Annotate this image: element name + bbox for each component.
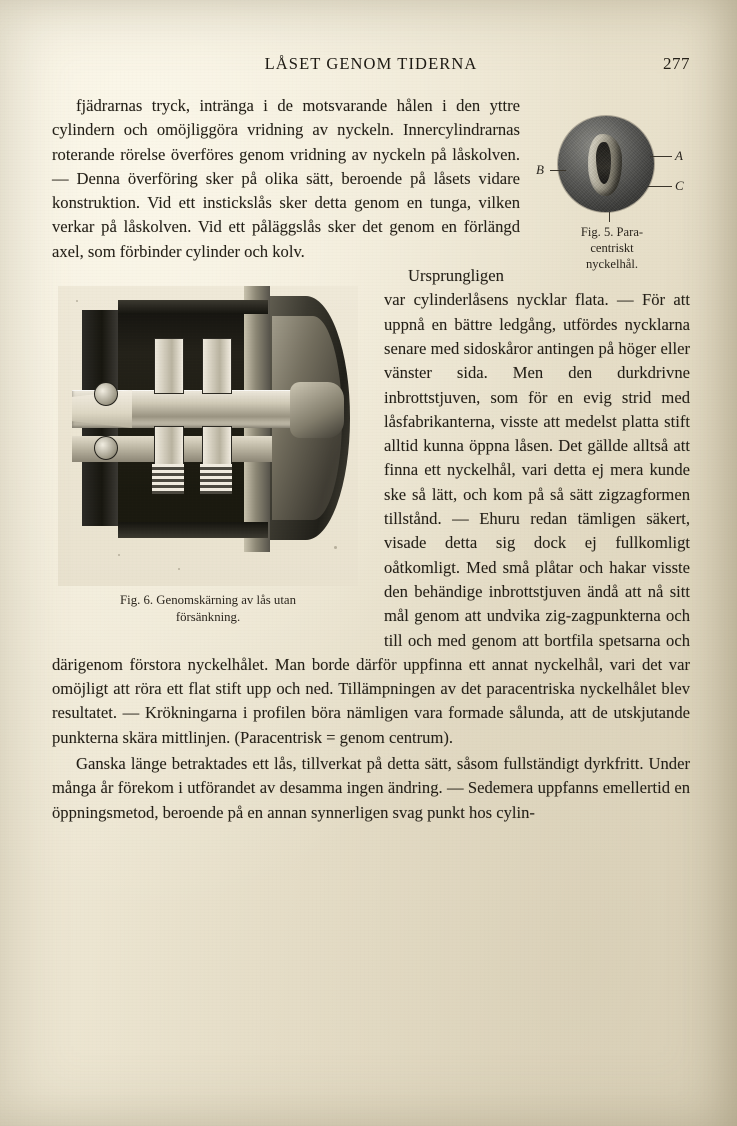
paracentric-keyhole-photo [558, 116, 654, 212]
running-head [52, 54, 690, 80]
lock-cross-section-engraving [58, 286, 358, 586]
figure-5-label-c: C [675, 178, 684, 193]
lock-bottom-cap [118, 522, 268, 538]
paragraph-2: Ursprungligen var cylinderlåsens nycklar flata. — För att uppnå en bättre ledgång, utfördes nycklarna senare med sidoskåror antingen på höger eller vänster sida. Men den durkdrivne inbrottstjuven, som för en evig strid med låsfabrikanterna, visste att medelst platta stift alltid kunna öppna låsen. Det gällde alltså att finna ett nyckelhål, vari detta ej mera kunde ske så lätt, och kom på så sätt zigzagformen tillstånd. — Ehuru redan tämligen säkert, visade detta sig dock ej fullkomligt oåtkomligt. Med små plåtar och hakar visste den behändige inbrottstjuven ändå att nå sitt mål genom att undvika zig-zagpunkterna och till och med genom att bortfila spetsarna och därigenom förstora nyckelhålet. Man borde därför uppfinna ett annat nyckelhål, vari det var omöjligt att röra ett flat stift upp och ned. Tillämpningen av det paracentriska nyckelhålet blev resultatet. — Krökningarna i profilen böra nämligen vara formade sålunda, att de utskjutande punkterna skära mittlinjen. (Paracentrisk = genom centrum). [52, 266, 690, 747]
figure-5-leader-a [650, 156, 672, 157]
page-content [52, 54, 690, 825]
figure-5-caption-line-3: nyckelhål. [585, 257, 639, 272]
paragraph-3: Ganska länge betraktades ett lås, tillverkat på detta sätt, såsom fullständigt dyrkfritt. Under många år förekom i utförandet av desamma ingen ändring. — Sedemera uppfanns emellertid en öppningsmetod, beroende på en annan synnerligen svag punkt hos cylin- [52, 754, 690, 822]
figure-6 [52, 286, 364, 625]
spring-coil-2 [200, 464, 232, 494]
text-column [52, 94, 690, 825]
figure-5-label-b: B [536, 162, 544, 177]
spring-coil-1 [152, 464, 184, 494]
bore-circle-2 [94, 436, 118, 460]
figure-5-leader-b [550, 170, 566, 171]
pin-stack-1-top [154, 338, 184, 394]
cam-tailpiece [290, 382, 344, 438]
figure-5-caption-line-1: Fig. 5. Para- [580, 225, 644, 239]
figure-6-caption-line-2: försänkning. [175, 609, 241, 624]
paragraph-1: fjädrarnas tryck, intränga i de motsvarande hålen i den yttre cylindern och omöjliggöra vridning av nyckeln. Innercylindrarnas roterande rörelse överföres genom vridning av nyckeln på låskolven. — Denna överföring sker på olika sätt, beroende på låsets vidare konstruktion. Vid ett instickslås sker detta genom en tunga, vilken verkar på låskolven. Vid ett påläggslås sker det genom en förlängd axel, som förbinder cylinder och kolv. [52, 96, 520, 261]
figure-5-caption [536, 224, 688, 272]
halftone-texture [558, 116, 654, 212]
pin-stack-2-top [202, 338, 232, 394]
figure-5-label-a: A [675, 148, 683, 163]
running-head-title: LÅSET GENOM TIDERNA [264, 54, 478, 73]
figure-5-leader-stem [609, 212, 610, 222]
figure-5-caption-line-2: centriskt [590, 241, 634, 256]
figure-5-leader-c [648, 186, 672, 187]
figure-5 [536, 112, 688, 272]
page-number: 277 [663, 54, 690, 73]
lock-top-cap [118, 300, 268, 314]
bore-circle-1 [94, 382, 118, 406]
figure-5-image-wrap [536, 112, 688, 216]
figure-6-caption-line-1: Fig. 6. Genomskärning av lås utan [120, 593, 296, 608]
figure-6-caption [52, 592, 364, 625]
